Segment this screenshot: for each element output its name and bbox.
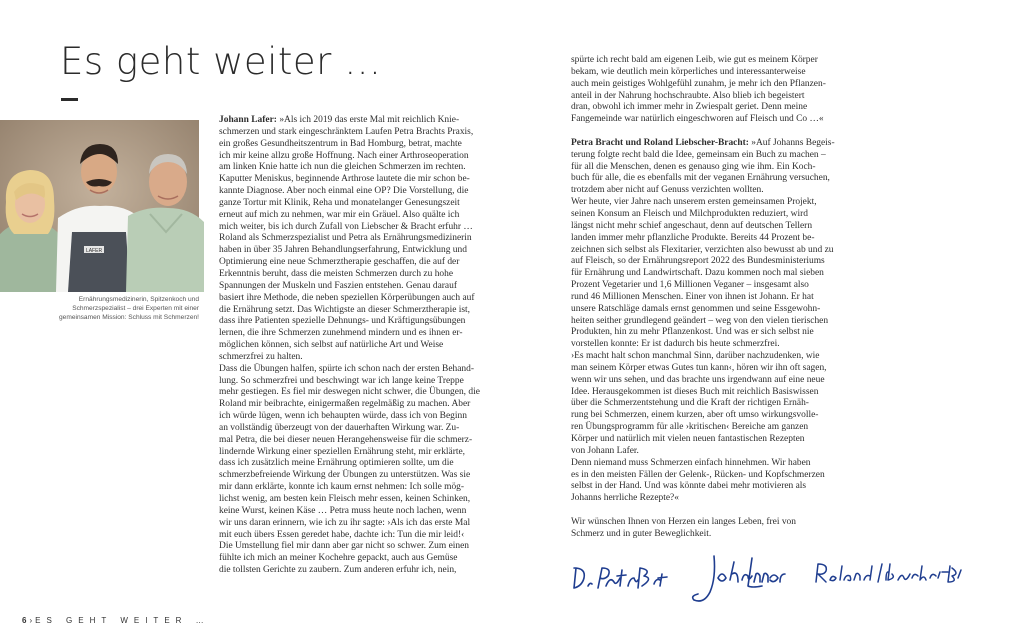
text-line: lindernde Wirkung einer speziellen Ernährung steht, mir erklärte, bbox=[219, 446, 466, 457]
text-line: ganze Tortur mit Klinik, Reha und monatelanger Genesungszeit bbox=[219, 197, 460, 208]
signature-johann-lafer bbox=[690, 552, 786, 606]
text-line: mit euch übers Essen geredet habe, dachte ich: Tun die mir leid!‹ bbox=[219, 529, 465, 540]
text-line: ich würde lügen, wenn ich behaupten würde, dass ich von Beginn bbox=[219, 411, 467, 422]
text-line: schmerzen und stark eingeschränktem Laufen Petra Brachts Praxis, bbox=[219, 126, 474, 137]
text-line: landen immer mehr pflanzliche Produkte. Bereits 44 Prozent be- bbox=[571, 232, 815, 243]
text-line: basiert ihre Methode, die neben speziellen Körperübungen auch auf bbox=[219, 292, 475, 303]
portrait-photo bbox=[0, 120, 199, 292]
text-line: seinen Konsum an Fleisch und Milchprodukten reduziert, wird bbox=[571, 208, 808, 219]
text-line: Roland mir beibrachte, einigermaßen regelmäßig zu machen. Aber bbox=[219, 399, 471, 410]
text-line: wir uns daran erinnern, wie ich zu ihr sagte: ›Als ich das erste Mal bbox=[219, 517, 471, 528]
text-line: Schmerz und in guter Beweglichkeit. bbox=[571, 528, 712, 539]
text-line: haben in über 35 Jahren Behandlungserfahrung, Entwicklung und bbox=[219, 245, 467, 256]
page-number: 6 bbox=[22, 616, 27, 625]
text-line: selbst in der Hand. Und was könnte dabei mehr motivieren als bbox=[571, 481, 807, 492]
text-column-right bbox=[571, 55, 835, 541]
text-line: terung folgte recht bald die Idee, gemeinsam ein Buch zu machen – bbox=[571, 149, 826, 160]
text-line: für Ernährung und Landwirtschaft. Dazu kommen noch mal sieben bbox=[571, 268, 824, 279]
text-line: keine Wurst, keinen Käse … Petra muss heute noch lachen, wenn bbox=[219, 505, 467, 516]
text-line: Johanns herrliche Rezepte?« bbox=[571, 493, 679, 504]
text-line: für all die Menschen, denen es genauso ging wie ihm. Ein Koch- bbox=[571, 161, 816, 172]
footer-arrow: › bbox=[29, 616, 33, 625]
text-line: bekam, wie deutlich mein körperliches und interessanterweise bbox=[571, 66, 806, 77]
paragraph-gap bbox=[571, 505, 803, 517]
text-line: auch mein geistiges Wohlgefühl zunahm, je mehr ich den Pflanzen- bbox=[571, 78, 826, 89]
text-line: an vollständig überzeugt von der dauerhaften Wirkung war. Zu- bbox=[219, 422, 460, 433]
text-line: möglichen können, sich selbst auf natürliche Art und Weise bbox=[219, 340, 444, 351]
text-line: anteil in der Nahrung hochschraubte. Also blieb ich begeistert bbox=[571, 90, 805, 101]
text-line: erneut auf mich zu nehmen, war mir ein Gräuel. Also quälte ich bbox=[219, 209, 460, 220]
text-line: mehr gestiegen. Es fiel mir deswegen nicht schwer, die Übungen, die bbox=[219, 387, 480, 398]
text-line: dass ihre Patienten spezielle Dehnungs- und Kräftigungsübungen bbox=[219, 316, 466, 327]
text-line: heiten seither grundlegend geändert – weg von den vielen tierischen bbox=[571, 315, 829, 326]
text-line: ren Übungsprogramm für alle ›kritischen‹ Bereiche am ganzen bbox=[571, 422, 809, 433]
text-line: Produkten, hin zu mehr Pflanzenkost. Und was er sich selbst nie bbox=[571, 327, 814, 338]
running-header: ES GEHT WEITER … bbox=[35, 616, 210, 625]
text-line: rund 46 Millionen Menschen. Einer von ihnen ist Johann. Er hat bbox=[571, 291, 814, 302]
text-line: zeichnen sich selbst als Flexitarier, verzichten also bewusst ab und zu bbox=[571, 244, 834, 255]
text-line: auf Fleisch, so der Ernährungsreport 2022 des Bundesministeriums bbox=[571, 256, 825, 267]
text-line: ein großes Gesundheitszentrum in Bad Homburg, betrat, machte bbox=[219, 138, 462, 149]
chapter-title: Es geht weiter … bbox=[60, 40, 382, 83]
apron-logo: LAFER bbox=[85, 248, 103, 254]
speaker-name: Johann Lafer: bbox=[219, 115, 277, 125]
text-line: Denn niemand muss Schmerzen einfach hinnehmen. Wir haben bbox=[571, 457, 811, 468]
speaker-name: Petra Bracht und Roland Liebscher-Bracht: bbox=[571, 137, 749, 148]
text-line: Erkenntnis beruht, dass die meisten Schmerzen durch zu hohe bbox=[219, 268, 454, 279]
text-line: Roland als Schmerzspezialist und Petra als Ernährungsmedizinerin bbox=[219, 233, 472, 244]
text-line: kannte Diagnose. Aber noch einmal eine OP? Die Vorstellung, die bbox=[219, 186, 469, 197]
text-line: längst nicht mehr schief angeschaut, denn auf deutschen Tellern bbox=[571, 220, 813, 231]
text-line: buch für alle, die es ebenfalls mit der veganen Ernährung versuchen, bbox=[571, 173, 830, 184]
caption-line: Schmerzspezialist – drei Experten mit einer bbox=[72, 304, 199, 312]
signature-roland-liebscher-bracht bbox=[812, 560, 962, 588]
text-line: lung. So schmerzfrei und beschwingt war ich lange keine Treppe bbox=[219, 375, 464, 386]
text-line: Wir wünschen Ihnen von Herzen ein langes Leben, frei von bbox=[571, 516, 796, 527]
text-line: schmerzfrei zu halten. bbox=[219, 351, 303, 362]
text-line: mal Petra, die bei dieser neuen Herangehensweise für die schmerz- bbox=[219, 434, 473, 445]
text-line: rung bei Schmerzen, einem kurzen, aber oft umso wirkungsvolle- bbox=[571, 410, 819, 421]
text-line: man seinem Körper etwas Gutes tun kann‹, hören wir ihn oft sagen, bbox=[571, 362, 827, 373]
text-line: Wer heute, vier Jahre nach unserem ersten gemeinsamen Projekt, bbox=[571, 197, 817, 208]
text-line: schmerzbefreiende Wirkung der Übungen zu unterstützen. Was sie bbox=[219, 470, 471, 481]
text-line: Prozent Vegetarier und 1,6 Millionen Veganer – insgesamt also bbox=[571, 280, 809, 291]
text-line: unsere Ratschläge damals ernst genommen und seine Essgewohn- bbox=[571, 303, 821, 314]
text-line: spürte ich recht bald am eigenen Leib, wie gut es meinem Körper bbox=[571, 55, 818, 65]
text-line: Körper und natürlich mit vielen neuen fantastischen Rezepten bbox=[571, 434, 805, 444]
caption-line: Ernährungsmedizinerin, Spitzenkoch und bbox=[78, 296, 199, 303]
photo-caption bbox=[0, 296, 199, 323]
text-line: dran, obwohl ich immer mehr in Zwiespalt geriet. Denn meine bbox=[571, 102, 808, 113]
text-line: vorstellen konnte: Er ist dadurch bis heute schmerzfrei. bbox=[571, 339, 780, 350]
text-line: Fangemeinde war natürlich eingeschworen auf Fleisch und Co …« bbox=[571, 114, 824, 125]
text-line: die Ernährung setzt. Das Wichtigste an dieser Schmerztherapie ist, bbox=[219, 304, 471, 315]
caption-line: gemeinsamen Mission: Schluss mit Schmerzen! bbox=[59, 313, 199, 321]
text-line: dass ich zusätzlich meine Ernährung optimieren sollte, um die bbox=[219, 458, 454, 469]
text-line: die tollsten Gerichte zu zaubern. Zum anderen erfuhr ich, nein, bbox=[219, 565, 457, 576]
text-line: Optimierung eine neue Schmerztherapie geschaffen, die auf der bbox=[219, 257, 460, 268]
paragraph-gap bbox=[571, 126, 803, 138]
title-underline bbox=[61, 98, 78, 101]
page-footer bbox=[22, 616, 210, 625]
text-line: Idee. Herausgekommen ist dieses Buch mit reichlich Basiswissen bbox=[571, 386, 819, 397]
text-line: Kaputter Meniskus, beginnende Arthrose lautete die mir schon be- bbox=[219, 174, 470, 185]
text-line: Die Umstellung fiel mir dann aber gar nicht so schwer. Zum einen bbox=[219, 541, 470, 552]
text-line: am linken Knie hatte ich nun die gleichen Schmerzen im rechten. bbox=[219, 162, 466, 173]
text-line: es in den meisten Fällen der Gelenk-, Rücken- und Kopfschmerzen bbox=[571, 469, 825, 480]
text-line: mich weiter, bis ich durch Zufall von Liebscher & Bracht erfuhr … bbox=[219, 221, 473, 232]
text-line: Petra Bracht und Roland Liebscher-Bracht: »Auf Johanns Begeis- bbox=[571, 137, 835, 148]
text-line: fühlte ich mich an meiner Kochehre gepackt, auch aus Gemüse bbox=[219, 553, 458, 564]
text-line: lernen, die ihre Schmerzen zunehmend mindern und es ihnen er- bbox=[219, 328, 463, 339]
text-line: Johann Lafer: »Als ich 2019 das erste Mal mit reichlich Knie- bbox=[219, 115, 460, 125]
text-line: ich mir keine allzu große Hoffnung. Nach einer Arthroseoperation bbox=[219, 150, 469, 161]
text-line: über die Schmerzentstehung und die Kraft der richtigen Ernäh- bbox=[571, 398, 809, 409]
text-line: trotzdem aber nicht auf Genuss verzichten wollten. bbox=[571, 185, 764, 196]
signature-petra-bracht bbox=[570, 560, 670, 594]
text-line: Dass die Übungen halfen, spürte ich schon nach der ersten Behand- bbox=[219, 363, 474, 374]
text-line: von Johann Lafer. bbox=[571, 445, 639, 456]
text-line: Spannungen der Muskeln und Faszien entstehen. Genau darauf bbox=[219, 280, 457, 291]
text-line: mir dann erklärte, konnte ich kaum ernst nehmen: Ich solle mög- bbox=[219, 482, 465, 493]
text-line: wenn wir uns sehen, und das brachte uns irgendwann auf eine neue bbox=[571, 374, 825, 385]
text-column-left bbox=[219, 115, 480, 577]
text-line: lichst wenig, am besten kein Fleisch mehr essen, keinen Schinken, bbox=[219, 494, 471, 504]
text-line: ›Es macht halt schon manchmal Sinn, darüber nachzudenken, wie bbox=[571, 351, 820, 362]
